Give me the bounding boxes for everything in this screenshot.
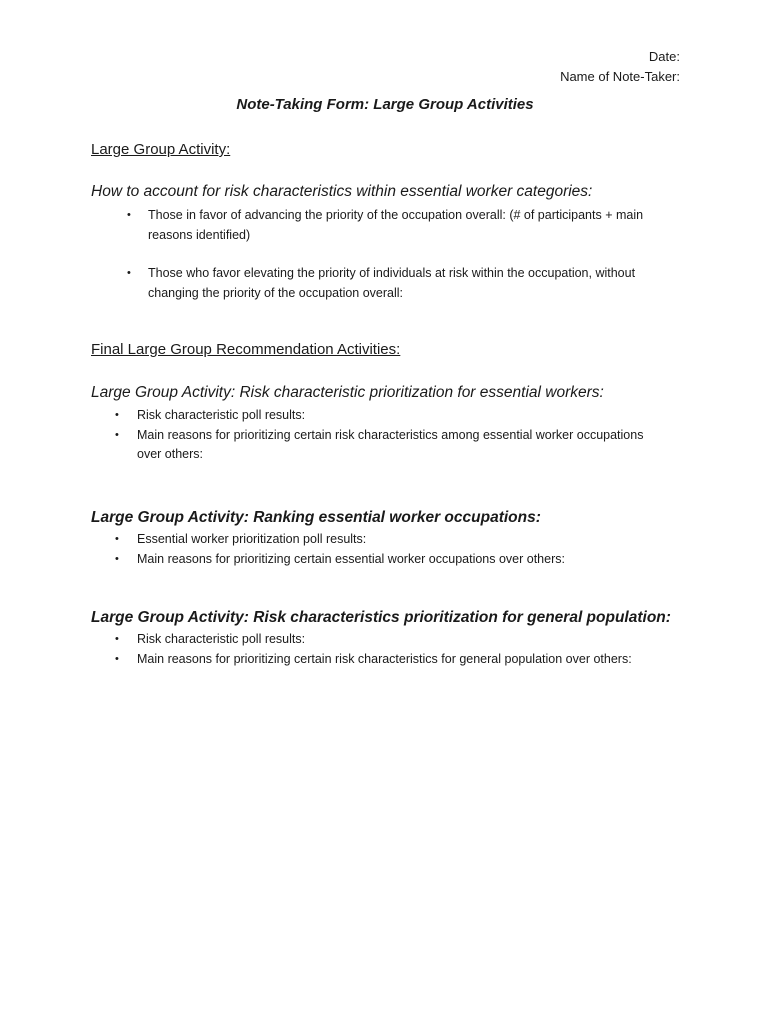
list-item-text: Those who favor elevating the priority of individuals at risk within the occupation, without changing the priority of the occupation overall:: [148, 266, 636, 300]
activity2-bullet-list: [115, 530, 657, 569]
list-item: [127, 264, 678, 303]
list-item-text: Risk characteristic poll results:: [137, 632, 306, 646]
section-heading-final-recommendation: Final Large Group Recommendation Activities:: [91, 341, 401, 358]
bullet-icon: •: [115, 533, 119, 545]
activity3-bullet-list: [115, 630, 657, 669]
question-heading: How to account for risk characteristics within essential worker categories:: [91, 183, 593, 200]
list-item-text: Main reasons for prioritizing certain risk characteristics for general population over others:: [137, 651, 632, 666]
bullet-icon: •: [115, 652, 119, 665]
list-item-text: Essential worker prioritization poll results:: [137, 532, 367, 546]
bullet-icon: •: [115, 409, 119, 421]
date-label: Date:: [648, 49, 680, 64]
list-item: [115, 426, 657, 465]
section-heading-large-group-activity: Large Group Activity:: [91, 141, 231, 158]
activity1-bullet-list: [115, 406, 657, 465]
note-taker-label: Name of Note-Taker:: [560, 69, 680, 84]
bullet-icon: •: [115, 428, 119, 441]
list-item-text: Risk characteristic poll results:: [137, 408, 306, 422]
section1-bullet-list: [127, 206, 678, 303]
page-title: Note-Taking Form: Large Group Activities: [236, 96, 534, 113]
list-item: [115, 530, 657, 550]
bullet-icon: •: [127, 267, 131, 279]
list-item: [127, 206, 678, 245]
list-item-text: Main reasons for prioritizing certain essential worker occupations over others:: [137, 551, 565, 566]
activity-title-risk-general-population: Large Group Activity: Risk characteristics prioritization for general population:: [91, 609, 671, 626]
list-item-text: Main reasons for prioritizing certain risk characteristics among essential worker occupations over others:: [137, 427, 644, 461]
activity-title-ranking-occupations: Large Group Activity: Ranking essential worker occupations:: [91, 509, 541, 526]
activity-title-risk-essential-workers: Large Group Activity: Risk characteristic prioritization for essential workers:: [91, 384, 604, 401]
list-item-text: Those in favor of advancing the priority of the occupation overall: (# of participants + main reasons identified): [148, 208, 644, 242]
bullet-icon: •: [115, 633, 119, 645]
list-item: [115, 550, 657, 570]
list-item: [115, 650, 657, 670]
bullet-icon: •: [127, 209, 131, 221]
list-item: [115, 630, 657, 650]
list-item: [115, 406, 657, 426]
bullet-icon: •: [115, 552, 119, 565]
